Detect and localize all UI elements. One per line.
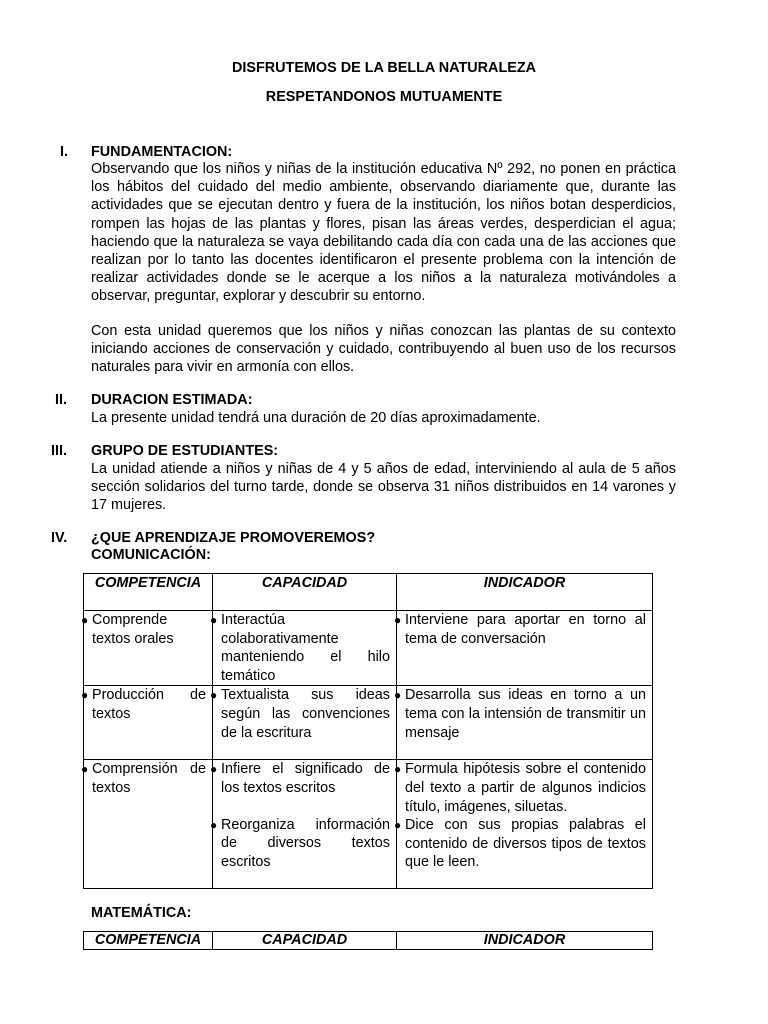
section-2-title: DURACION ESTIMADA:: [91, 392, 253, 408]
indicador-cell: ● Interviene para aportar en torno al tema de conversación: [397, 611, 653, 686]
document-title-line-2: RESPETANDONOS MUTUAMENTE: [265, 89, 503, 105]
section-4-number: IV.: [51, 530, 68, 546]
competencia-cell: ● Comprende textos orales: [84, 611, 213, 686]
header-indicador: INDICADOR: [397, 932, 653, 950]
capacidad-cell: ● Infiere el significado de los textos escritos ● Reorganiza información de diversos textos escritos: [213, 760, 397, 889]
section-3-number: III.: [51, 443, 67, 459]
header-competencia: COMPETENCIA: [84, 574, 213, 611]
section-3-title: GRUPO DE ESTUDIANTES:: [91, 443, 279, 459]
capacidad-cell: ● Interactúa colaborativamente manteniendo el hilo temático: [213, 611, 397, 686]
competencia-text: Comprende textos orales: [92, 612, 174, 647]
table-header-row: [84, 932, 653, 950]
document-title-line-1: DISFRUTEMOS DE LA BELLA NATURALEZA: [231, 60, 537, 76]
competencia-cell: ● Comprensión de textos: [84, 760, 213, 889]
indicador-cell: ● Desarrolla sus ideas en torno a un tema con la intensión de transmitir un mensaje: [397, 686, 653, 760]
capacidad-text: Textualista sus ideas según las convenciones de la escritura: [221, 687, 390, 741]
competencia-text: Producción de textos: [92, 687, 206, 722]
competencia-cell: ● Producción de textos: [84, 686, 213, 760]
matematica-subtitle: MATEMÁTICA:: [91, 905, 192, 921]
matematica-table: [83, 931, 653, 950]
section-3-paragraph: La unidad atiende a niños y niñas de 4 y 5 años de edad, interviniendo al aula de 5 años sección solidarios del turno tarde, donde se observa 31 niños distribuidos en 14 varones y 17 mujeres.: [91, 461, 676, 514]
capacidad-text: Infiere el significado de los textos escritos: [221, 761, 390, 796]
header-competencia: COMPETENCIA: [84, 932, 213, 950]
section-4-title: ¿QUE APRENDIZAJE PROMOVEREMOS?: [91, 530, 376, 546]
section-1-paragraph-1: Observando que los niños y niñas de la institución educativa Nº 292, no ponen en práctica los hábitos del cuidado del medio ambiente, observando diariamente que, durante las actividades que se ejecutan dentro y fuera de la institución, los niños botan desperdicios, rompen las hojas de las plantas y flores, pisan las áreas verdes, desperdician el agua; haciendo que la naturaleza se vaya debilitando cada día con cada una de las acciones que realizan por lo tanto las docentes identificaron el presente problema con la intención de realizar actividades donde se le acerque a los niños a la naturaleza motivándoles a observar, preguntar, explorar y descubrir su entorno.: [91, 161, 676, 305]
indicador-text: Desarrolla sus ideas en torno a un tema con la intensión de transmitir un mensaje: [405, 687, 646, 741]
indicador-text: Formula hipótesis sobre el contenido del texto a partir de algunos indicios título, imágenes, siluetas.: [405, 761, 646, 815]
competencia-text: Comprensión de textos: [92, 761, 206, 796]
table-row: [84, 611, 653, 686]
section-2-number: II.: [55, 392, 67, 408]
capacidad-text: Interactúa colaborativamente manteniendo el hilo temático: [221, 612, 390, 684]
header-indicador: INDICADOR: [397, 574, 653, 611]
header-capacidad: CAPACIDAD: [213, 574, 397, 611]
table-header-row: [84, 574, 653, 611]
section-1-number: I.: [60, 144, 68, 160]
section-1-paragraph-2: Con esta unidad queremos que los niños y niñas conozcan las plantas de su contexto iniciando acciones de conservación y cuidado, contribuyendo al buen uso de los recursos naturales para vivir en armonía con ellos.: [91, 323, 676, 376]
indicador-text: Interviene para aportar en torno al tema de conversación: [405, 612, 646, 647]
section-2-paragraph: La presente unidad tendrá una duración de 20 días aproximadamente.: [91, 410, 541, 426]
indicador-cell: ● Formula hipótesis sobre el contenido del texto a partir de algunos indicios título, imágenes, siluetas. ● Dice con sus propias palabras el contenido de diversos tipos de textos que le leen.: [397, 760, 653, 889]
header-capacidad: CAPACIDAD: [213, 932, 397, 950]
comunicacion-subtitle: COMUNICACIÓN:: [91, 547, 211, 563]
comunicacion-table: [83, 573, 653, 889]
section-1-title: FUNDAMENTACION:: [91, 144, 233, 160]
capacidad-text: Reorganiza información de diversos textos escritos: [221, 816, 390, 870]
table-row: [84, 686, 653, 760]
indicador-text: Dice con sus propias palabras el contenido de diversos tipos de textos que le leen.: [405, 817, 646, 871]
capacidad-cell: ● Textualista sus ideas según las convenciones de la escritura: [213, 686, 397, 760]
table-row: [84, 760, 653, 889]
